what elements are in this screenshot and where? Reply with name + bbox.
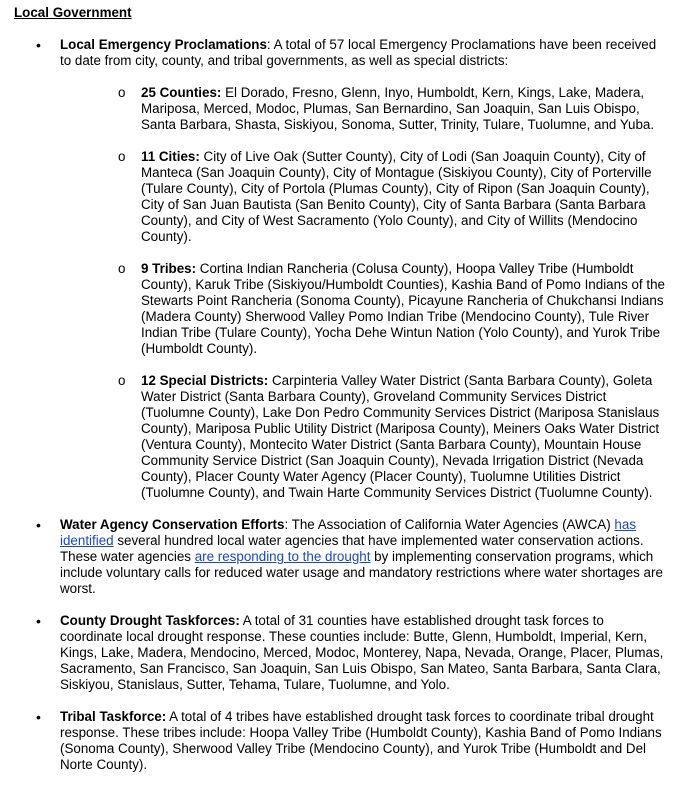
responding-to-drought-link[interactable]: are responding to the drought [194,549,371,564]
bullet-label: Local Emergency Proclamations [60,37,267,52]
bullet-label: Tribal Taskforce: [60,709,167,724]
sub-item-text: City of Live Oak (Sutter County), City of Lodi (San Joaquin County), City of Manteca (San Joaquin County), City of Montague (Siskiyou County), City of Porterville (Tulare County), City of Portola (Plumas County), City of Ripon (San Joaquin County), City of San Juan Bautista (San Benito County), City of Santa Barbara (Santa Barbara County), and City of West Sacramento (Yolo County), and City of Willits (Mendocino County). [141,149,652,244]
bullet-icon: • [36,613,41,629]
bullet-tribal-taskforce [14,709,666,773]
bullet-paragraph [60,709,666,773]
bullet-local-emergency-proclamations [14,37,666,501]
bullet-text: A total of 4 tribes have established drought task forces to coordinate tribal drought response. These tribes include: Hoopa Valley Tribe (Humboldt County), Kashia Band of Pomo Indians (Sonoma County), Sherwood Valley Tribe (Mendocino County), and Yurok Tribe (Humboldt and Del Norte County). [60,709,662,772]
sub-bullet-icon: o [118,373,126,388]
bullet-water-agency-conservation [14,517,666,597]
sub-item-label: 9 Tribes: [141,261,197,276]
sub-item-tribes [60,261,666,357]
sub-item-text: Carpinteria Valley Water District (Santa Barbara County), Goleta Water District (Santa Barbara County), Groveland Community Services District (Tuolumne County), Lake Don Pedro Community Services District (Mariposa Stanislaus County), Mariposa Public Utility District (Mariposa County), Meiners Oaks Water District (Ventura County), Montecito Water District (Santa Barbara County), Mountain House Community Service District (San Joaquin County), Nevada Irrigation District (Nevada County), Placer County Water Agency (Placer County), Tuolumne Utilities District (Tuolumne County), and Twain Harte Community Services District (Tuolumne County). [141,373,660,500]
bullet-paragraph [60,613,666,693]
bullet-text: several hundred local water agencies that have implemented water conservation actions. These water agencies [60,533,644,564]
sub-item-cities [60,149,666,245]
has-identified-link[interactable]: has identified [60,517,637,548]
bullet-county-drought-taskforces [14,613,666,693]
bullet-text: : The Association of California Water Agencies (AWCA) [284,517,615,532]
sub-item-label: 12 Special Districts: [141,373,269,388]
sub-item-counties [60,85,666,133]
bullet-text: A total of 31 counties have established drought task forces to coordinate local drought response. These counties include: Butte, Glenn, Humboldt, Imperial, Kern, Kings, Lake, Madera, Mendocino, Merced, Modoc, Monterey, Napa, Nevada, Orange, Placer, Plumas, Sacramento, San Francisco, San Joaquin, San Luis Obispo, San Mateo, Santa Barbara, Santa Clara, Siskiyou, Stanislaus, Sutter, Tehama, Tulare, Tuolumne, and Yolo. [60,613,664,692]
bullet-paragraph [60,37,666,69]
bullet-label: County Drought Taskforces: [60,613,240,628]
sub-bullet-icon: o [118,261,126,276]
bullet-icon: • [36,37,41,53]
sub-item-special-districts [60,373,666,501]
section-heading: Local Government [14,5,132,20]
sub-item-label: 25 Counties: [141,85,222,100]
bullet-text: by implementing conservation programs, which include voluntary calls for reduced water usage and mandatory restrictions where water shortages are worst. [60,549,663,596]
sub-item-text: El Dorado, Fresno, Glenn, Inyo, Humboldt, Kern, Kings, Lake, Madera, Mariposa, Merced, Modoc, Plumas, San Bernardino, San Joaquin, San Luis Obispo, Santa Barbara, Shasta, Siskiyou, Sonoma, Sutter, Trinity, Tulare, Tuolumne, and Yuba. [141,85,655,132]
bullet-label: Water Agency Conservation Efforts [60,517,285,532]
sub-bullet-icon: o [118,149,126,164]
bullet-icon: • [36,517,41,533]
bullet-paragraph [60,517,666,597]
bullet-icon: • [36,709,41,725]
sub-item-label: 11 Cities: [141,149,200,164]
sub-bullet-icon: o [118,85,126,100]
bullet-text: : A total of 57 local Emergency Proclamations have been received to date from city, county, and tribal governments, as well as special districts: [60,37,657,68]
sub-item-text: Cortina Indian Rancheria (Colusa County), Hoopa Valley Tribe (Humboldt County), Karuk Tribe (Siskiyou/Humboldt Counties), Kashia Band of Pomo Indians of the Stewarts Point Rancheria (Sonoma County), Picayune Rancheria of Chukchansi Indians (Madera County) Sherwood Valley Pomo Indian Tribe (Mendocino County), Tule River Indian Tribe (Tulare County), Yocha Dehe Wintun Nation (Yolo County), and Yurok Tribe (Humboldt County). [141,261,665,356]
